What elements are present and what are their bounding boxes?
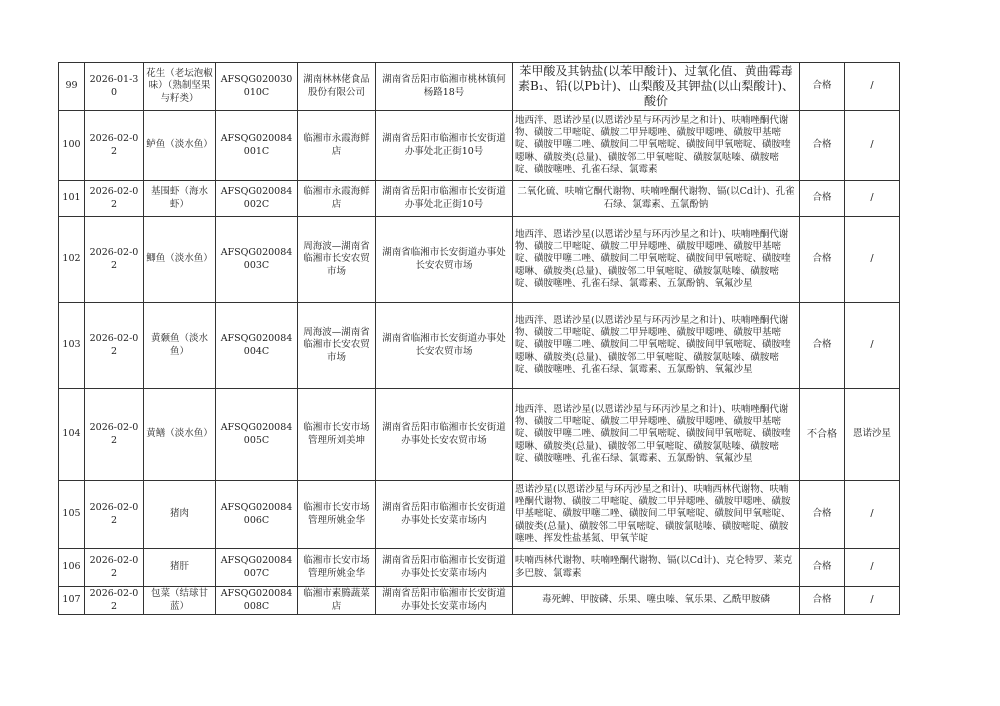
nonconforming-item: /	[845, 303, 900, 389]
producer-name: 临湘市永霞海鲜店	[298, 181, 376, 217]
producer-address: 湖南省岳阳市临湘市长安街道办事处长安菜市场内	[376, 587, 513, 615]
sample-code: AFSQG020084006C	[216, 481, 298, 549]
sample-date: 2026-02-02	[85, 181, 144, 217]
test-result: 不合格	[800, 389, 845, 481]
test-items: 地西泮、恩诺沙星(以恩诺沙星与环丙沙星之和计)、呋喃唑酮代谢物、磺胺二甲嘧啶、磺胺二甲异噁唑、磺胺甲噁唑、磺胺甲基嘧啶、磺胺甲噻二唑、磺胺间二甲氧嘧啶、磺胺间甲氧嘧啶、磺胺喹噁啉、磺胺类(总量)、磺胺邻二甲氧嘧啶、磺胺氯哒嗪、磺胺嘧啶、磺胺噻唑、孔雀石绿、氯霉素、五氯酚钠、氧氟沙星	[513, 303, 800, 389]
nonconforming-item: /	[845, 63, 900, 111]
producer-address: 湖南省岳阳市临湘市长安街道办事处北正街10号	[376, 181, 513, 217]
sample-date: 2026-02-02	[85, 587, 144, 615]
product-name: 猪肉	[144, 481, 216, 549]
test-result: 合格	[800, 63, 845, 111]
table-row	[59, 303, 900, 389]
test-items: 毒死蜱、甲胺磷、乐果、噻虫嗪、氧乐果、乙酰甲胺磷	[513, 587, 800, 615]
product-name: 鲫鱼（淡水鱼）	[144, 217, 216, 303]
producer-address: 湖南省临湘市长安街道办事处长安农贸市场	[376, 303, 513, 389]
row-number: 103	[59, 303, 85, 389]
product-name: 包菜（结球甘蓝）	[144, 587, 216, 615]
producer-name: 周海波—湖南省临湘市长安农贸市场	[298, 217, 376, 303]
inspection-results-table	[58, 62, 900, 615]
sample-code: AFSQG020084003C	[216, 217, 298, 303]
producer-address: 湖南省临湘市长安街道办事处长安农贸市场	[376, 217, 513, 303]
sample-date: 2026-02-02	[85, 303, 144, 389]
test-result: 合格	[800, 549, 845, 587]
product-name: 黄鳝（淡水鱼）	[144, 389, 216, 481]
nonconforming-item: /	[845, 481, 900, 549]
producer-address: 湖南省岳阳市临湘市长安街道办事处长安菜市场内	[376, 549, 513, 587]
nonconforming-item: /	[845, 549, 900, 587]
row-number: 102	[59, 217, 85, 303]
sample-code: AFSQG020084002C	[216, 181, 298, 217]
sample-code: AFSQG020084001C	[216, 111, 298, 181]
producer-address: 湖南省岳阳市临湘市长安街道办事处长安菜市场内	[376, 481, 513, 549]
row-number: 101	[59, 181, 85, 217]
producer-address: 湖南省岳阳市临湘市长安街道办事处北正街10号	[376, 111, 513, 181]
test-items: 二氧化硫、呋喃它酮代谢物、呋喃唑酮代谢物、镉(以Cd计)、孔雀石绿、氯霉素、五氯酚钠	[513, 181, 800, 217]
producer-name: 临湘市长安市场管理所姚金华	[298, 549, 376, 587]
nonconforming-item: /	[845, 587, 900, 615]
table-row	[59, 481, 900, 549]
product-name: 鲈鱼（淡水鱼）	[144, 111, 216, 181]
producer-name: 周海波—湖南省临湘市长安农贸市场	[298, 303, 376, 389]
table-row	[59, 181, 900, 217]
sample-code: AFSQG020030010C	[216, 63, 298, 111]
producer-name: 临湘市长安市场管理所刘美坤	[298, 389, 376, 481]
test-result: 合格	[800, 303, 845, 389]
sample-date: 2026-02-02	[85, 549, 144, 587]
producer-name: 湖南林林佬食品股份有限公司	[298, 63, 376, 111]
sample-date: 2026-02-02	[85, 111, 144, 181]
row-number: 106	[59, 549, 85, 587]
sample-code: AFSQG020084008C	[216, 587, 298, 615]
sample-date: 2026-02-02	[85, 481, 144, 549]
product-name: 猪肝	[144, 549, 216, 587]
table-row	[59, 217, 900, 303]
table-row	[59, 111, 900, 181]
nonconforming-item: /	[845, 181, 900, 217]
product-name: 黄颡鱼（淡水鱼）	[144, 303, 216, 389]
test-result: 合格	[800, 481, 845, 549]
producer-name: 临湘市长安市场管理所姚金华	[298, 481, 376, 549]
row-number: 99	[59, 63, 85, 111]
producer-name: 临湘市素腾蔬菜店	[298, 587, 376, 615]
test-result: 合格	[800, 111, 845, 181]
sample-date: 2026-02-02	[85, 389, 144, 481]
table-row	[59, 587, 900, 615]
nonconforming-item: /	[845, 217, 900, 303]
test-items: 呋喃西林代谢物、呋喃唑酮代谢物、镉(以Cd计)、克仑特罗、莱克多巴胺、氯霉素	[513, 549, 800, 587]
test-items: 苯甲酸及其钠盐(以苯甲酸计)、过氧化值、黄曲霉毒素B₁、铅(以Pb计)、山梨酸及其钾盐(以山梨酸计)、酸价	[513, 63, 800, 111]
product-name: 基围虾（海水虾）	[144, 181, 216, 217]
sample-date: 2026-02-02	[85, 217, 144, 303]
sample-code: AFSQG020084004C	[216, 303, 298, 389]
table-row	[59, 63, 900, 111]
row-number: 105	[59, 481, 85, 549]
sample-code: AFSQG020084005C	[216, 389, 298, 481]
test-result: 合格	[800, 587, 845, 615]
test-items: 恩诺沙星(以恩诺沙星与环丙沙星之和计)、呋喃西林代谢物、呋喃唑酮代谢物、磺胺二甲嘧啶、磺胺二甲异噁唑、磺胺甲噁唑、磺胺甲基嘧啶、磺胺甲噻二唑、磺胺间二甲氧嘧啶、磺胺间甲氧嘧啶、磺胺类(总量)、磺胺邻二甲氧嘧啶、磺胺氯哒嗪、磺胺嘧啶、磺胺噻唑、挥发性盐基氮、甲氧苄啶	[513, 481, 800, 549]
nonconforming-item: /	[845, 111, 900, 181]
test-result: 合格	[800, 181, 845, 217]
row-number: 100	[59, 111, 85, 181]
product-name: 花生（老坛泡椒味）（熟制坚果与籽类）	[144, 63, 216, 111]
test-items: 地西泮、恩诺沙星(以恩诺沙星与环丙沙星之和计)、呋喃唑酮代谢物、磺胺二甲嘧啶、磺胺二甲异噁唑、磺胺甲噁唑、磺胺甲基嘧啶、磺胺甲噻二唑、磺胺间二甲氧嘧啶、磺胺间甲氧嘧啶、磺胺喹噁啉、磺胺类(总量)、磺胺邻二甲氧嘧啶、磺胺氯哒嗪、磺胺嘧啶、磺胺噻唑、孔雀石绿、氯霉素、五氯酚钠、氧氟沙星	[513, 217, 800, 303]
producer-address: 湖南省岳阳市临湘市桃林镇何杨路18号	[376, 63, 513, 111]
row-number: 107	[59, 587, 85, 615]
sample-date: 2026-01-30	[85, 63, 144, 111]
test-items: 地西泮、恩诺沙星(以恩诺沙星与环丙沙星之和计)、呋喃唑酮代谢物、磺胺二甲嘧啶、磺胺二甲异噁唑、磺胺甲噁唑、磺胺甲基嘧啶、磺胺甲噻二唑、磺胺间二甲氧嘧啶、磺胺间甲氧嘧啶、磺胺喹噁啉、磺胺类(总量)、磺胺邻二甲氧嘧啶、磺胺氯哒嗪、磺胺嘧啶、磺胺噻唑、孔雀石绿、氯霉素	[513, 111, 800, 181]
table-row	[59, 389, 900, 481]
nonconforming-item: 恩诺沙星	[845, 389, 900, 481]
row-number: 104	[59, 389, 85, 481]
sample-code: AFSQG020084007C	[216, 549, 298, 587]
test-items: 地西泮、恩诺沙星(以恩诺沙星与环丙沙星之和计)、呋喃唑酮代谢物、磺胺二甲嘧啶、磺胺二甲异噁唑、磺胺甲噁唑、磺胺甲基嘧啶、磺胺甲噻二唑、磺胺间二甲氧嘧啶、磺胺间甲氧嘧啶、磺胺喹噁啉、磺胺类(总量)、磺胺邻二甲氧嘧啶、磺胺氯哒嗪、磺胺嘧啶、磺胺噻唑、孔雀石绿、氯霉素、五氯酚钠、氧氟沙星	[513, 389, 800, 481]
producer-address: 湖南省岳阳市临湘市长安街道办事处长安农贸市场	[376, 389, 513, 481]
producer-name: 临湘市永霞海鲜店	[298, 111, 376, 181]
table-row	[59, 549, 900, 587]
test-result: 合格	[800, 217, 845, 303]
